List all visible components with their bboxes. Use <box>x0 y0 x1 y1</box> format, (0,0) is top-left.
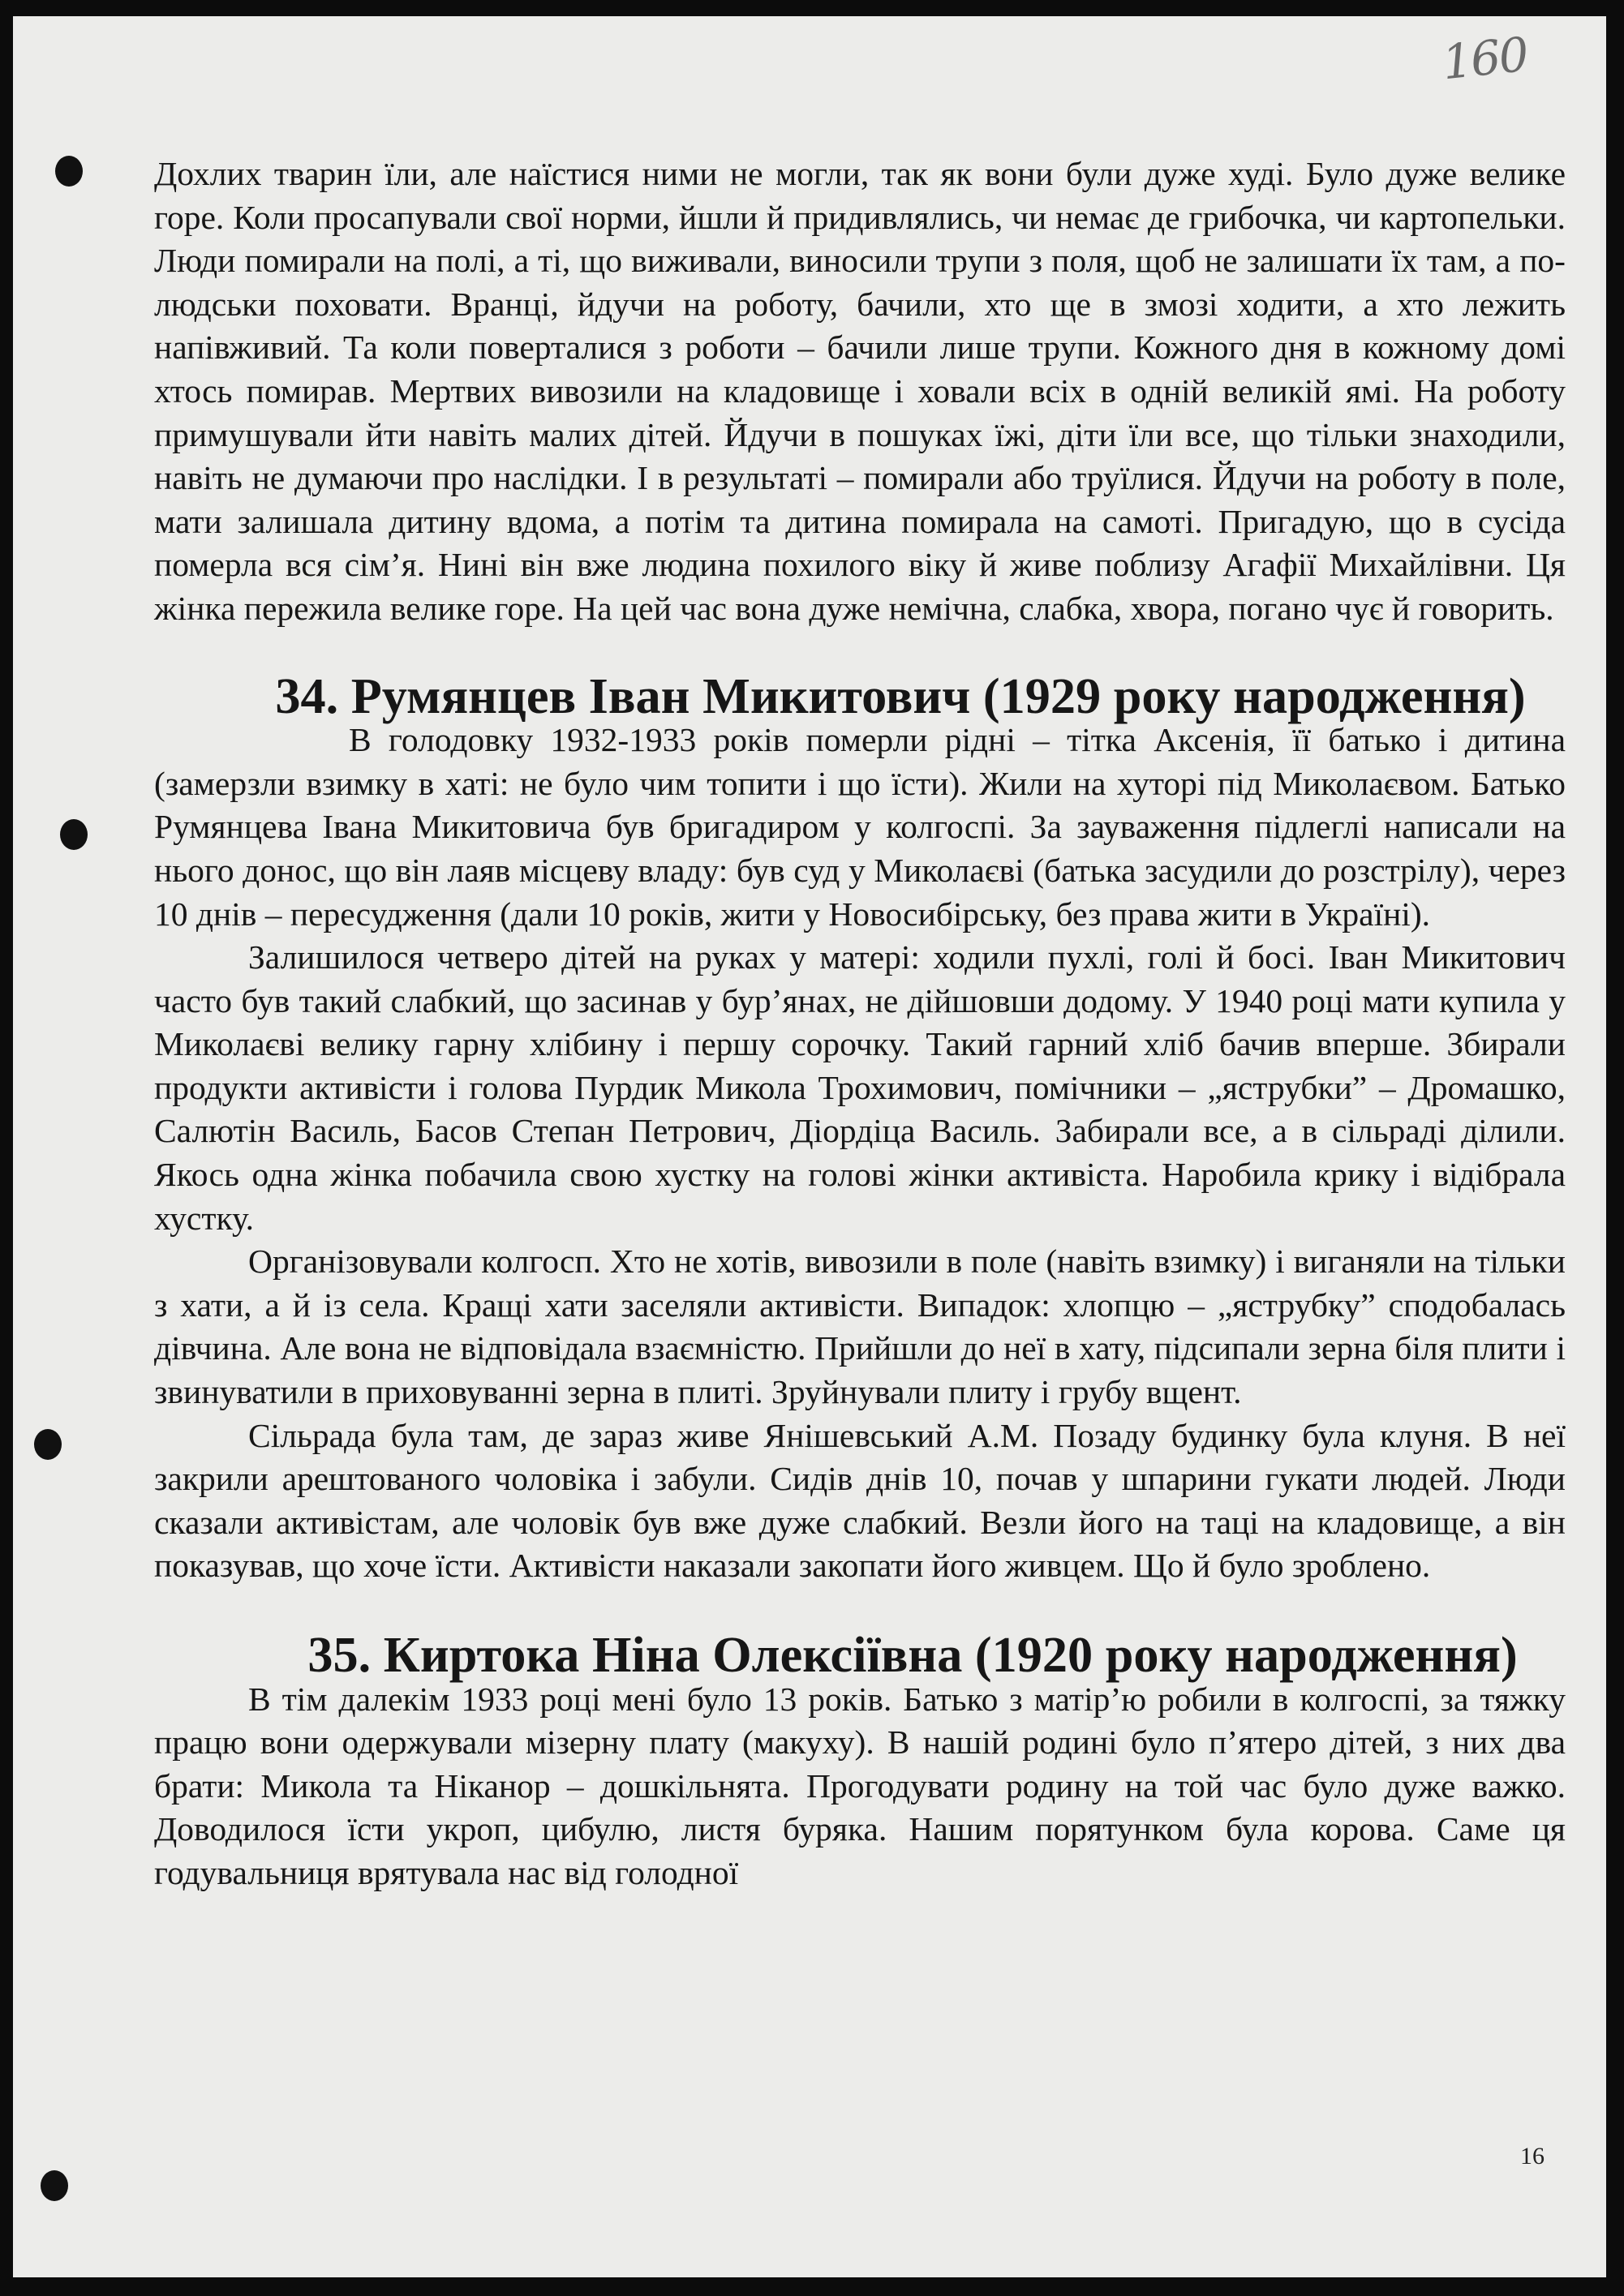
punch-hole <box>34 1429 62 1460</box>
archive-page-mark: 160 <box>1439 26 1530 91</box>
document-body <box>154 152 1566 1895</box>
paragraph: Залишилося четверо дітей на руках у матері: ходили пухлі, голі й босі. Іван Микитович часто був такий слабкий, що засинав у бур’янах, не дійшовши додому. У 1940 році мати купила у Миколаєві велику гарну хлібину і першу сорочку. Такий гарний хліб бачив вперше. Збирали продукти активісти і голова Пурдик Микола Трохимович, помічники – „яструбки” – Дромашко, Салютін Василь, Басов Степан Петрович, Діордіца Василь. Забирали все, а в сільраді ділили. Якось одна жінка побачила свою хустку на голові жінки активіста. Наробила крику і відібрала хустку. <box>154 938 1566 1237</box>
punch-hole <box>55 156 83 187</box>
punch-hole <box>41 2170 68 2201</box>
paragraph: В голодовку 1932-1933 років померли рідні – тітка Аксенія, її батько і дитина (замерзли взимку в хаті: не було чим топити і що їсти). Жили на хуторі під Миколаєвом. Батько Румянцева Івана Микитовича був бригадиром у колгоспі. За зауваження підлеглі написали на нього донос, що він лаяв місцеву владу: був суд у Миколаєві (батька засудили до розстрілу), через 10 днів – пересудження (дали 10 років, жити у Новосибірську, без права жити в Україні). <box>154 721 1566 933</box>
section-heading: 34. Румянцев Іван Микитович (1929 року народження) <box>275 668 1526 724</box>
punch-hole <box>60 819 88 850</box>
paragraph: Дохлих тварин їли, але наїстися ними не могли, так як вони були дуже худі. Було дуже велике горе. Коли просапували свої норми, йшли й придивлялись, чи немає де грибочка, чи картопельки. Люди помирали на полі, а ті, що виживали, виносили трупи з поля, щоб не залишати їх там, а по-людськи поховати. Вранці, йдучи на роботу, бачили, хто ще в змозі ходити, а хто лежить напівживий. Та коли поверталися з роботи – бачили лише трупи. Кожного дня в кожному домі хтось помирав. Мертвих вивозили на кладовище і ховали всіх в одній великій ямі. На роботу примушували йти навіть малих дітей. Йдучи в пошуках їжі, діти їли все, що тільки знаходили, навіть не думаючи про наслідки. І в результаті – помирали або труїлися. Йдучи на роботу в поле, мати залишала дитину вдома, а потім та дитина помирала на самоті. Пригадую, що в сусіда померла вся сім’я. Нині він вже людина похилого віку й живе поблизу Агафії Михайлівни. Ця жінка пережила велике горе. На цей час вона дуже немічна, слабка, хвора, погано чує й говорить. <box>154 155 1566 627</box>
section-heading: 35. Киртока Ніна Олексіївна (1920 року народження) <box>307 1628 1518 1683</box>
page-number: 16 <box>1520 2143 1545 2169</box>
paragraph: В тім далекім 1933 році мені було 13 років. Батько з матір’ю робили в колгоспі, за тяжку працю вони одержували мізерну плату (макуху). В нашій родині було п’ятеро дітей, з них два брати: Микола та Ніканор – дошкільнята. Прогодувати родину на той час було дуже важко. Доводилося їсти укроп, цибулю, листя буряка. Нашим порятунком була корова. Саме ця годувальниця врятувала нас від голодної <box>154 1680 1566 1891</box>
paragraph: Організовували колгосп. Хто не хотів, вивозили в поле (навіть взимку) і виганяли на тільки з хати, а й із села. Кращі хати заселяли активісти. Випадок: хлопцю – „яструбку” сподобалась дівчина. Але вона не відповідала взаємністю. Прийшли до неї в хату, підсипали зерна біля плити і звинуватили в приховуванні зерна в плиті. Зруйнували плиту і грубу вщент. <box>154 1242 1566 1411</box>
document-page <box>13 16 1606 2277</box>
paragraph: Сільрада була там, де зараз живе Янішевський А.М. Позаду будинку була клуня. В неї закрили арештованого чоловіка і забули. Сидів днів 10, почав у шпарини гукати людей. Люди сказали активістам, але чоловік був вже дуже слабкий. Везли його на таці на кладовище, а він показував, що хоче їсти. Активісти наказали закопати його живцем. Що й було зроблено. <box>154 1416 1566 1585</box>
